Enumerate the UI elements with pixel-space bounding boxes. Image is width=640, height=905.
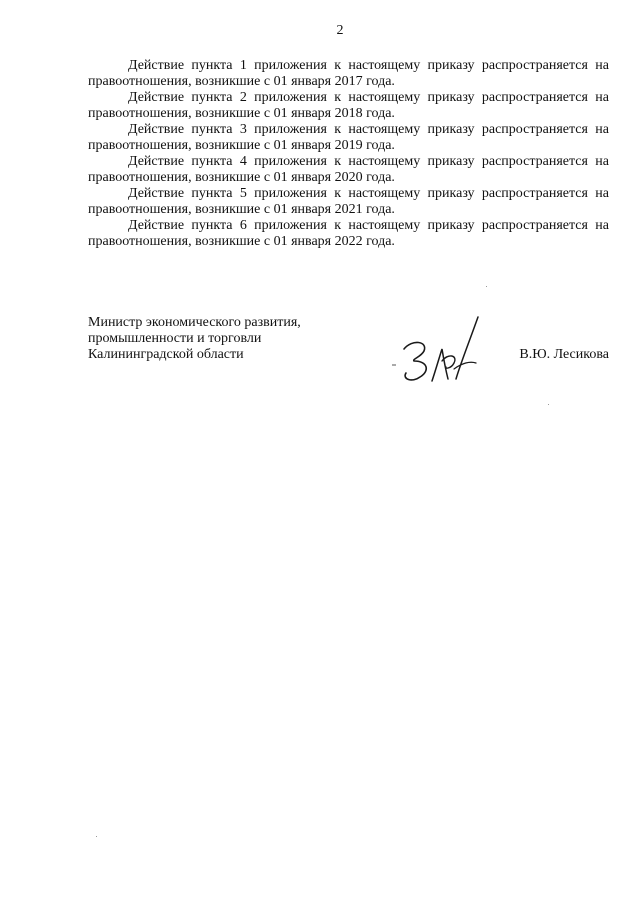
paragraph-6 [88, 218, 609, 250]
scan-speck [548, 404, 549, 405]
scan-speck [96, 836, 97, 837]
signature-block [88, 315, 609, 375]
paragraph-line: Действие пункта 5 приложения к настоящему приказу распространяется [128, 186, 588, 201]
position-title-line: Министр экономического развития, [88, 315, 301, 330]
paragraph-line: на правоотношения, возникшие с 01 января 2021 года. [88, 186, 609, 217]
document-body [88, 58, 609, 250]
paragraph-line: Действие пункта 3 приложения к настоящему приказу распространяется [128, 122, 588, 137]
paragraph-line: на правоотношения, возникшие с 01 января 2022 года. [88, 218, 609, 249]
handwritten-signature [384, 309, 494, 399]
paragraph-1 [88, 58, 609, 90]
paragraph-line: на правоотношения, возникшие с 01 января 2018 года. [88, 90, 609, 121]
paragraph-line: на правоотношения, возникшие с 01 января 2019 года. [88, 122, 609, 153]
position-title-line: промышленности и торговли [88, 331, 262, 346]
paragraph-line: на правоотношения, возникшие с 01 января 2017 года. [88, 58, 609, 89]
signer-name: В.Ю. Лесикова [519, 347, 609, 362]
position-title-line: Калининградской области [88, 347, 244, 362]
position-title [88, 315, 301, 363]
paragraph-line: Действие пункта 1 приложения к настоящему приказу распространяется [128, 58, 588, 73]
paragraph-5 [88, 186, 609, 218]
page-number: 2 [336, 23, 344, 38]
paragraph-line: на правоотношения, возникшие с 01 января 2020 года. [88, 154, 609, 185]
paragraph-line: Действие пункта 2 приложения к настоящему приказу распространяется [128, 90, 588, 105]
paragraph-4 [88, 154, 609, 186]
paragraph-2 [88, 90, 609, 122]
paragraph-line: Действие пункта 6 приложения к настоящему приказу распространяется [128, 218, 588, 233]
paragraph-3 [88, 122, 609, 154]
paragraph-line: Действие пункта 4 приложения к настоящему приказу распространяется [128, 154, 588, 169]
scan-speck [486, 286, 487, 287]
